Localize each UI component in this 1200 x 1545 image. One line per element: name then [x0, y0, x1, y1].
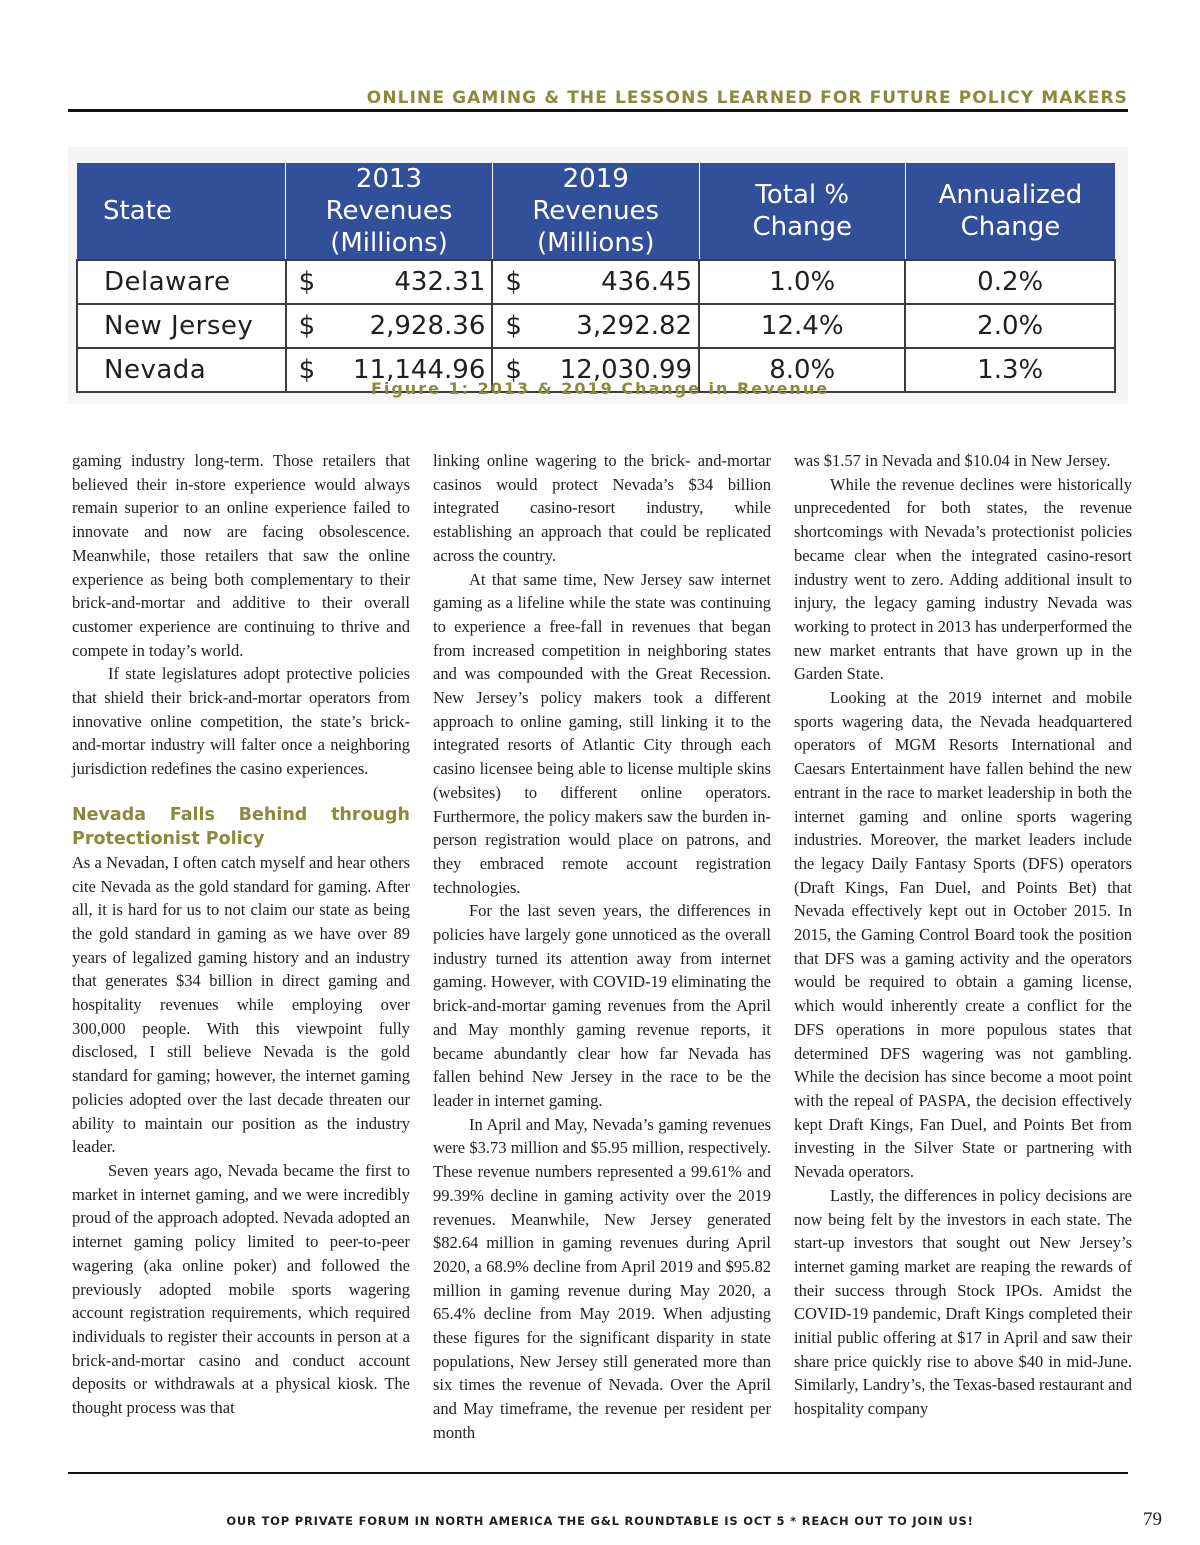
currency-symbol: $	[298, 311, 316, 341]
revenue-value: 11,144.96	[353, 355, 486, 385]
revenue-value: 436.45	[601, 267, 693, 297]
annualized-change-cell: 2.0%	[905, 304, 1115, 348]
currency-symbol: $	[298, 355, 316, 385]
table-row	[77, 304, 1115, 348]
paragraph: For the last seven years, the differences in policies have largely gone unnoticed as the overall industry turned its attention away from internet gaming. However, with COVID-19 eliminating the brick-and-mortar gaming revenues from the April and May monthly gaming revenue reports, it became abundantly clear how far Nevada has fallen behind New Jersey in the race to be the leader in internet gaming.	[433, 901, 771, 1110]
paragraph: was $1.57 in Nevada and $10.04 in New Jersey.	[794, 451, 1111, 470]
paragraph: Looking at the 2019 internet and mobile sports wagering data, the Nevada headquartered operators of MGM Resorts International and Caesars Entertainment have fallen behind the new entrant in the race to market leadership in both the internet gaming and online sports wagering industries. Moreover, the market leaders include the legacy Daily Fantasy Sports (DFS) operators (Draft Kings, Fan Duel, and Points Bet) that Nevada effectively kept out in October 2015. In 2015, the Gaming Control Board took the position that DFS was a gaming activity and the operators would be required to obtain a gaming license, which would inherently create a conflict for the DFS operations in more populous states that determined DFS wagering was not gambling. While the decision has since become a moot point with the repeal of PASPA, the decision effectively kept Draft Kings, Fan Duel, and Points Bet from investing in the Silver State or partnering with Nevada operators.	[794, 688, 1132, 1182]
state-cell: Nevada	[77, 348, 286, 392]
revenue-value: 3,292.82	[576, 311, 693, 341]
column-header-2013: 2013 Revenues (Millions)	[286, 163, 493, 260]
column-header-annualized-change: Annualized Change	[905, 163, 1115, 260]
article-column-3	[794, 449, 1132, 1421]
total-change-cell: 12.4%	[699, 304, 905, 348]
revenue-2019-cell	[492, 260, 699, 304]
column-header-2019: 2019 Revenues (Millions)	[492, 163, 699, 260]
running-header: ONLINE GAMING & THE LESSONS LEARNED FOR FUTURE POLICY MAKERS	[366, 88, 1128, 108]
column-header-state: State	[77, 163, 286, 260]
revenue-2013-cell	[286, 260, 493, 304]
revenue-2013-cell	[286, 304, 493, 348]
paragraph: linking online wagering to the brick- and-mortar casinos would protect Nevada’s $34 billion integrated casino-resort industry, while establishing an approach that could be replicated across the country.	[433, 451, 771, 565]
page-number: 79	[1143, 1509, 1162, 1530]
column-header-total-change: Total % Change	[699, 163, 905, 260]
section-heading: Nevada Falls Behind through Protectionist Policy	[72, 804, 410, 849]
revenue-table	[76, 163, 1116, 393]
revenue-value: 12,030.99	[559, 355, 693, 385]
annualized-change-cell: 0.2%	[905, 260, 1115, 304]
state-cell: Delaware	[77, 260, 286, 304]
article-column-1	[72, 449, 410, 1420]
table-row	[77, 260, 1115, 304]
paragraph: In April and May, Nevada’s gaming revenues were $3.73 million and $5.95 million, respectively. These revenue numbers represented a 99.61% and 99.39% decline in gaming activity over the 2019 revenues. Meanwhile, New Jersey generated $82.64 million in gaming revenues during April 2020, a 68.9% decline from April 2019 and $95.82 million in gaming revenue during May 2020, a 65.4% decline from May 2019. When adjusting these figures for the significant disparity in state populations, New Jersey still generated more than six times the revenue of Nevada. Over the April and May timeframe, the revenue per resident per month	[433, 1114, 771, 1442]
header-rule	[68, 109, 1128, 112]
currency-symbol: $	[505, 355, 522, 385]
paragraph: As a Nevadan, I often catch myself and hear others cite Nevada as the gold standard for gaming. After all, it is hard for us to not claim our state as being the gold standard in gaming as we have over 89 years of legalized gaming history and an industry that generates $34 billion in direct gaming and hospitality revenues while employing over 300,000 people. With this viewpoint fully disclosed, I still believe Nevada is the gold standard for gaming; however, the internet gaming policies adopted over the last decade threaten our ability to maintain our position as the industry leader.	[72, 852, 410, 1157]
paragraph: Lastly, the differences in policy decisions are now being felt by the investors in each state. The start-up investors that sought out New Jersey’s internet gaming market are reaping the rewards of their success through Stock IPOs. Amidst the COVID-19 pandemic, Draft Kings completed their initial public offering at $17 in April and saw their share price quickly rise to above $40 in mid-June. Similarly, Landry’s, the Texas-based restaurant and hospitality company	[794, 1185, 1132, 1419]
figure-caption: Figure 1: 2013 & 2019 Change in Revenue	[370, 379, 830, 398]
paragraph: gaming industry long-term. Those retailers that believed their in-store experience would always remain superior to an online experience failed to innovate and now are facing obsolescence. Meanwhile, those retailers that saw the online experience as being both complementary to their brick-and-mortar and additive to their overall customer experience are continuing to thrive and compete in today’s world.	[72, 451, 410, 660]
revenue-value: 432.31	[394, 267, 486, 297]
currency-symbol: $	[505, 267, 522, 297]
total-change-cell: 1.0%	[699, 260, 905, 304]
footer-banner: OUR TOP PRIVATE FORUM IN NORTH AMERICA THE G&L ROUNDTABLE IS OCT 5 * REACH OUT TO JOIN US!	[226, 1514, 974, 1528]
currency-symbol: $	[505, 311, 522, 341]
state-cell: New Jersey	[77, 304, 286, 348]
annualized-change-cell: 1.3%	[905, 348, 1115, 392]
revenue-2019-cell	[492, 304, 699, 348]
paragraph: While the revenue declines were historically unprecedented for both states, the revenue shortcomings with Nevada’s protectionist policies became clear when the integrated casino-resort industry went to zero. Adding additional insult to injury, the legacy gaming industry Nevada was working to protect in 2013 has underperformed the new market entrants that have grown up in the Garden State.	[794, 474, 1132, 684]
paragraph: Seven years ago, Nevada became the first to market in internet gaming, and we were incredibly proud of the approach adopted. Nevada adopted an internet gaming policy limited to peer-to-peer wagering (aka online poker) and followed the previously adopted mobile sports wagering account registration requirements, which required individuals to register their accounts in person at a brick-and-mortar casino and conduct account deposits or withdrawals at a physical kiosk. The thought process was that	[72, 1160, 410, 1418]
table-header-row	[77, 163, 1115, 260]
paragraph: If state legislatures adopt protective policies that shield their brick-and-mortar operators from innovative online competition, the state’s brick-and-mortar industry will falter once a neighboring jurisdiction redefines the casino experiences.	[72, 664, 410, 779]
total-change-cell: 8.0%	[699, 348, 905, 392]
paragraph: At that same time, New Jersey saw internet gaming as a lifeline while the state was continuing to experience a free-fall in revenues that began from increased competition in neighboring states and was compounded with the Great Recession. New Jersey’s policy makers took a different approach to online gaming, still linking it to the integrated resorts of Atlantic City through each casino licensee being able to license multiple skins (websites) to different online operators. Furthermore, the policy makers saw the burden in-person registration would place on patrons, and they embraced remote account registration technologies.	[433, 569, 771, 897]
article-column-2	[433, 449, 771, 1445]
currency-symbol: $	[298, 267, 316, 297]
footer-rule	[68, 1472, 1128, 1474]
revenue-value: 2,928.36	[369, 311, 486, 341]
